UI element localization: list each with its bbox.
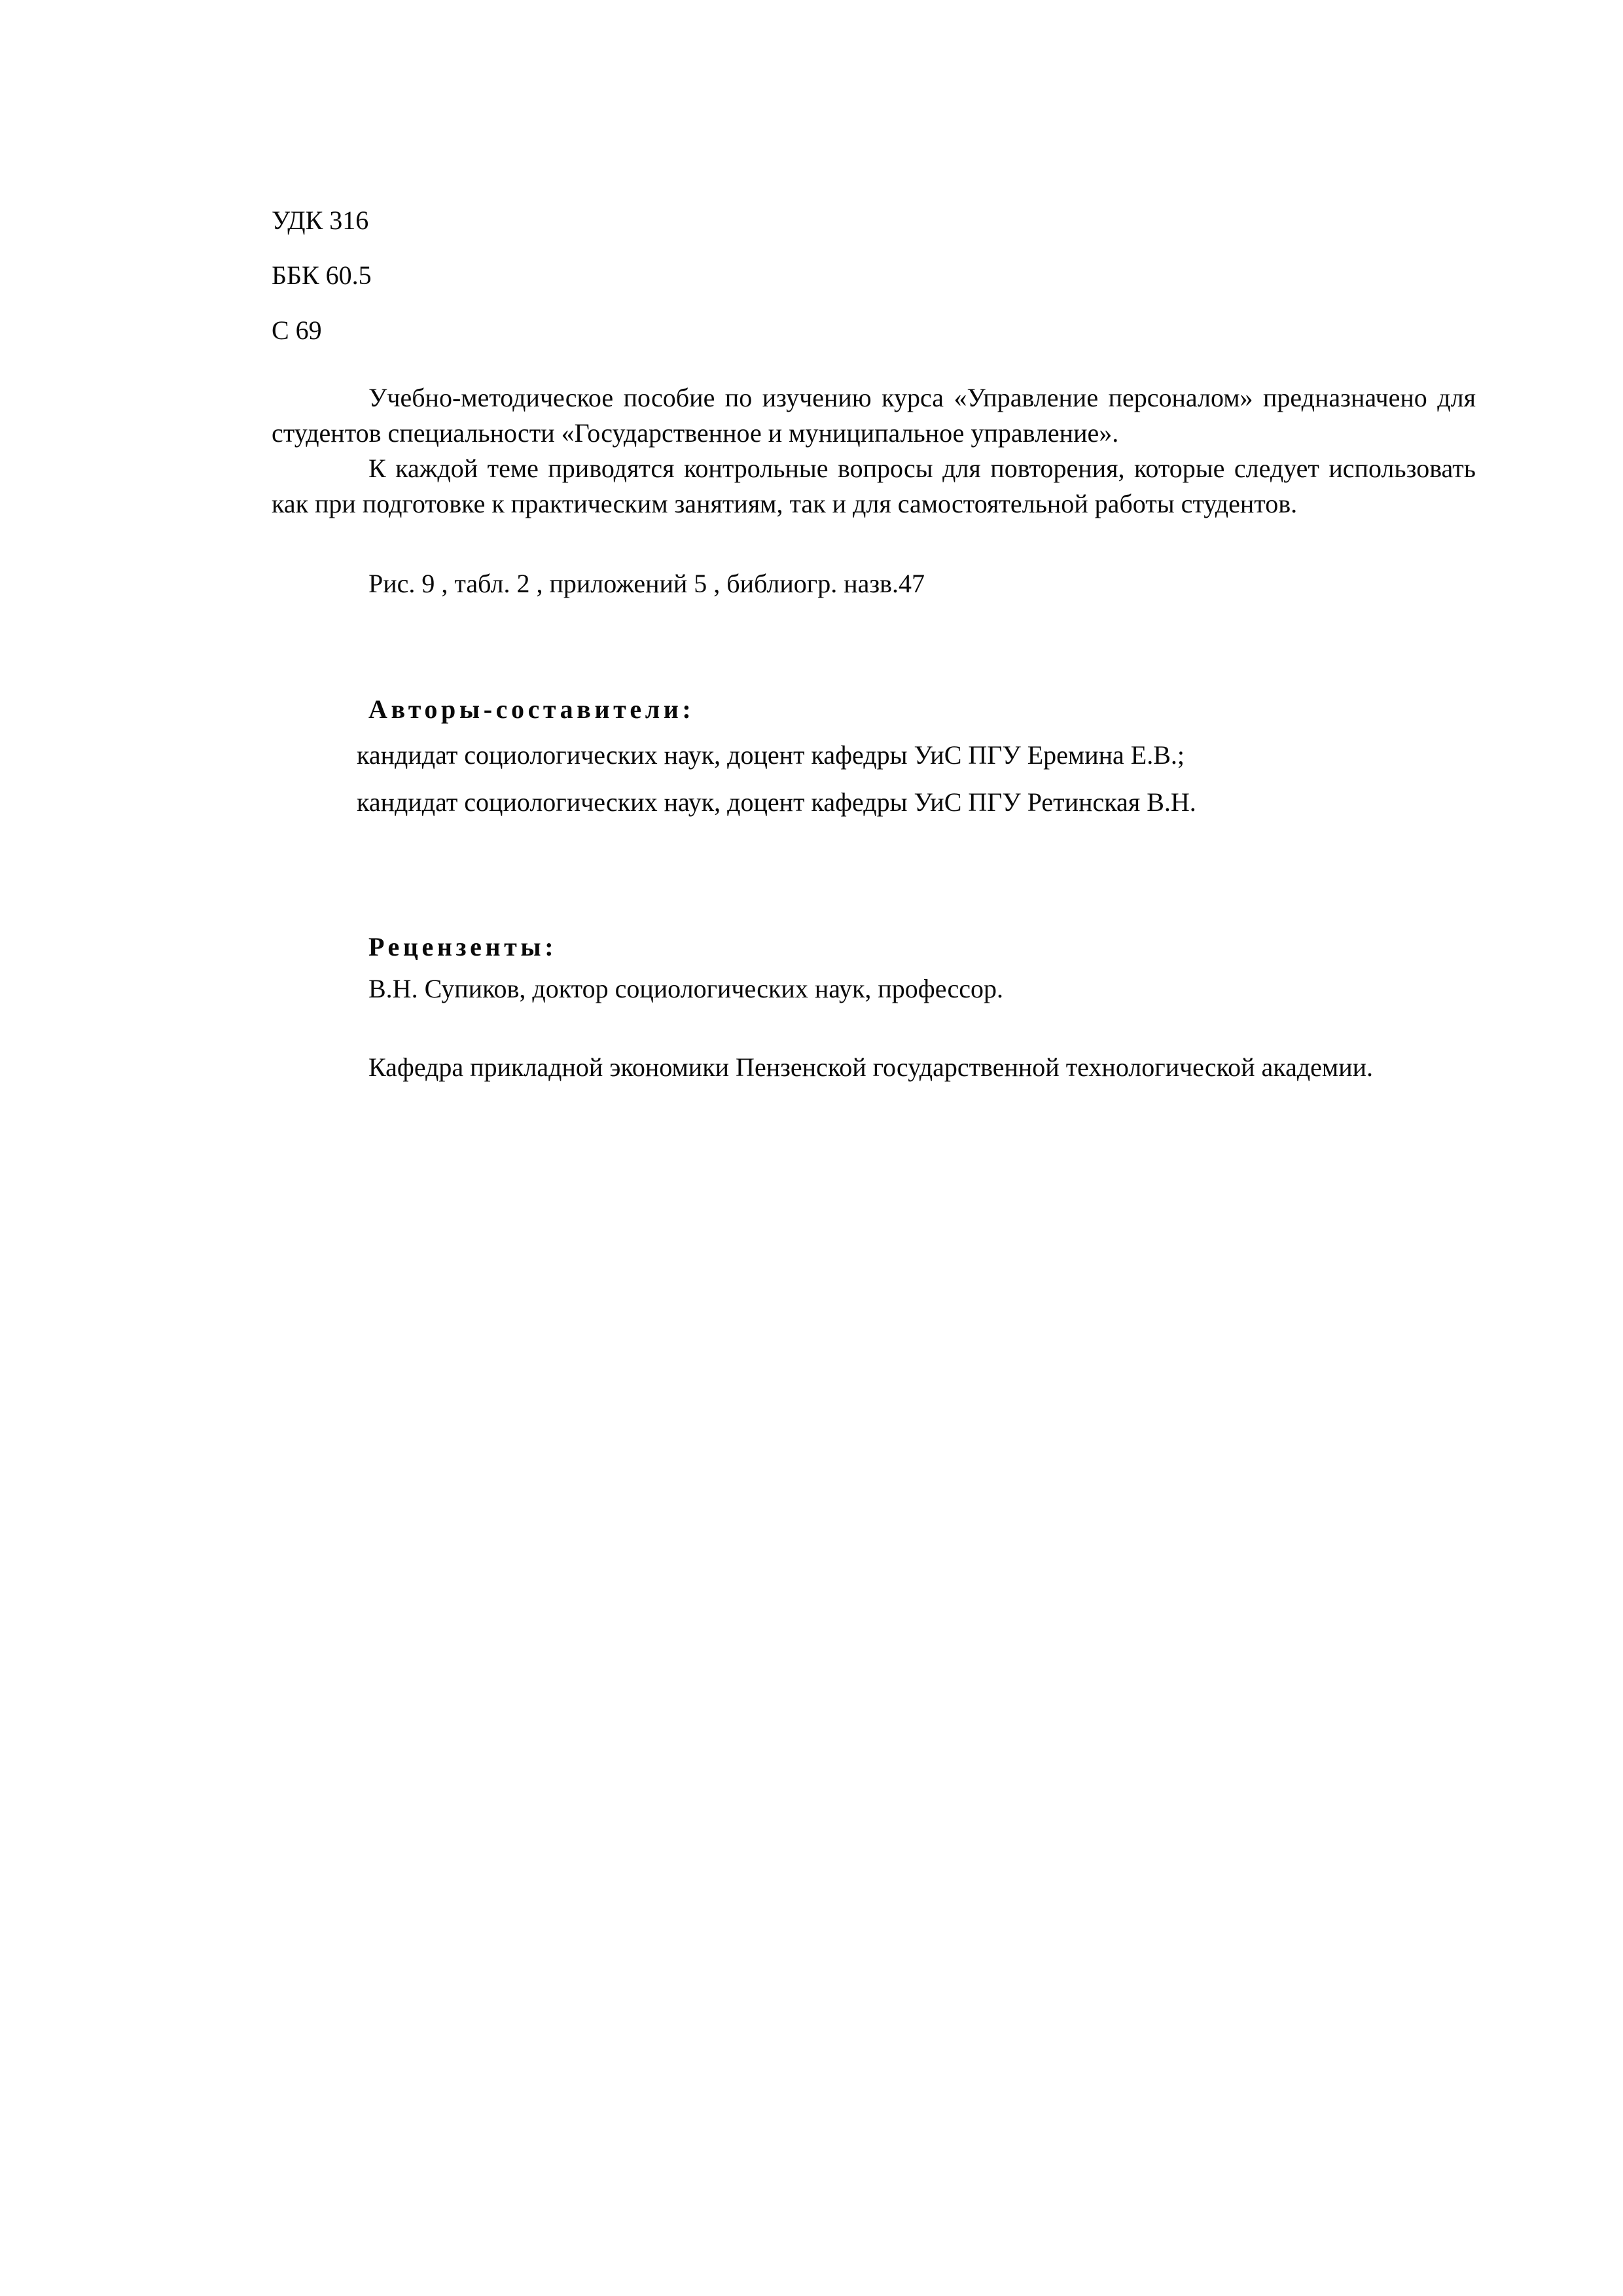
author-sign-code: С 69 [272, 315, 322, 345]
reviewer-line: В.Н. Супиков, доктор социологических наук, профессор. [368, 974, 1003, 1003]
department-line: Кафедра прикладной экономики Пензенской государственной технологической академии. [368, 1052, 1374, 1082]
author-line-2: кандидат социологических наук, доцент кафедры УиС ПГУ Ретинская В.Н. [357, 787, 1196, 817]
abstract-paragraph-2: К каждой теме приводятся контрольные вопросы для повторения, которые следует использовать как при подготовке к практическим занятиям, так и для самостоятельной работы студентов. [272, 454, 1476, 518]
author-line-1: кандидат социологических наук, доцент кафедры УиС ПГУ Еремина Е.В.; [357, 740, 1185, 770]
reviewers-heading: Рецензенты: [368, 932, 558, 961]
abstract-paragraph-1: Учебно-методическое пособие по изучению курса «Управление персоналом» предназначено для студентов специальности «Государственное и муниципальное управление». [272, 383, 1476, 448]
authors-heading: Авторы-составители: [368, 694, 695, 724]
figures-tables-line: Рис. 9 , табл. 2 , приложений 5 , библиогр. назв.47 [368, 569, 925, 598]
classification-block [272, 193, 1476, 358]
udk-number: УДК 316 [272, 206, 369, 235]
bbk-number: ББК 60.5 [272, 260, 372, 290]
